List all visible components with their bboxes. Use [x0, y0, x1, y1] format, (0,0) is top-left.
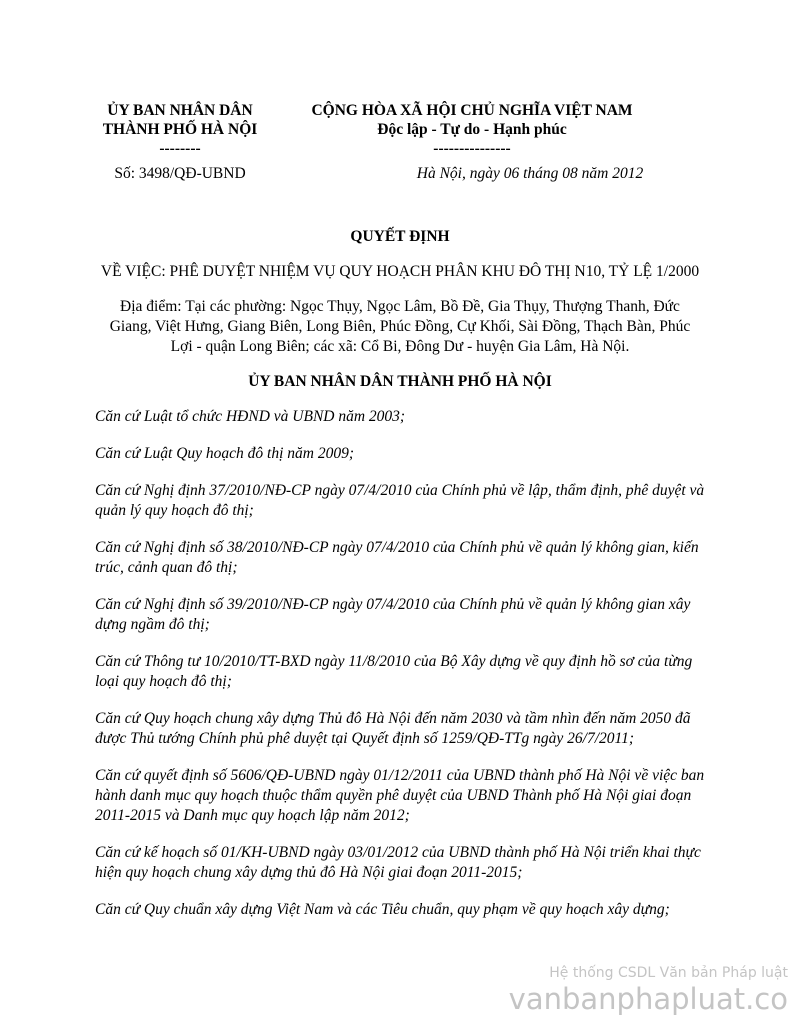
- place-and-date: Hà Nội, ngày 06 tháng 08 năm 2012: [416, 165, 644, 182]
- agency-name-line1: ỦY BAN NHÂN DÂN: [107, 102, 253, 119]
- motto-separator: ---------------: [433, 140, 511, 157]
- national-motto: Độc lập - Tự do - Hạnh phúc: [377, 121, 567, 138]
- basis-item: Căn cứ Nghị định số 38/2010/NĐ-CP ngày 07/4/2010 của Chính phủ về quản lý không gian, kiến trúc, cảnh quan đô thị;: [95, 539, 699, 576]
- basis-item: Căn cứ Nghị định số 39/2010/NĐ-CP ngày 07/4/2010 của Chính phủ về quản lý không gian xây dựng ngầm đô thị;: [95, 596, 691, 633]
- basis-item: Căn cứ Luật tổ chức HĐND và UBND năm 2003;: [95, 408, 406, 425]
- document-title: QUYẾT ĐỊNH: [350, 228, 450, 245]
- basis-item: Căn cứ Quy chuẩn xây dựng Việt Nam và các Tiêu chuẩn, quy phạm về quy hoạch xây dựng;: [95, 901, 670, 918]
- agency-name-line2: THÀNH PHỐ HÀ NỘI: [102, 121, 258, 138]
- site-watermark: [488, 964, 788, 1016]
- agency-separator: --------: [159, 140, 201, 157]
- watermark-caption: Hệ thống CSDL Văn bản Pháp luật: [549, 965, 788, 981]
- location-paragraph: Địa điểm: Tại các phường: Ngọc Thụy, Ngọc Lâm, Bồ Đề, Gia Thụy, Thượng Thanh, Đức Giang, Việt Hưng, Giang Biên, Long Biên, Phúc Đồng, Cự Khối, Sài Đồng, Thạch Bàn, Phúc Lợi - quận Long Biên; các xã: Cổ Bi, Đông Dư - huyện Gia Lâm, Hà Nội.: [109, 298, 691, 355]
- document-subject: VỀ VIỆC: PHÊ DUYỆT NHIỆM VỤ QUY HOẠCH PHÂN KHU ĐÔ THỊ N10, TỶ LỆ 1/2000: [100, 263, 700, 280]
- national-motto-block: [288, 101, 656, 158]
- issuing-agency-block: [92, 101, 268, 158]
- basis-item: Căn cứ quyết định số 5606/QĐ-UBND ngày 01/12/2011 của UBND thành phố Hà Nội về việc ban hành danh mục quy hoạch thuộc thẩm quyền phê duyệt của UBND Thành phố Hà Nội giai đoạn 2011-2015 và Danh mục quy hoạch lập năm 2012;: [95, 767, 705, 824]
- issuing-authority: ỦY BAN NHÂN DÂN THÀNH PHỐ HÀ NỘI: [248, 373, 552, 390]
- basis-item: Căn cứ kế hoạch số 01/KH-UBND ngày 03/01/2012 của UBND thành phố Hà Nội triển khai thực hiện quy hoạch chung xây dựng thủ đô Hà Nội giai đoạn 2011-2015;: [95, 844, 701, 881]
- basis-item: Căn cứ Nghị định 37/2010/NĐ-CP ngày 07/4/2010 của Chính phủ về lập, thẩm định, phê duyệt và quản lý quy hoạch đô thị;: [95, 482, 705, 519]
- country-name: CỘNG HÒA XÃ HỘI CHỦ NGHĨA VIỆT NAM: [311, 102, 633, 119]
- legal-basis-list: [95, 407, 715, 937]
- basis-item: Căn cứ Thông tư 10/2010/TT-BXD ngày 11/8/2010 của Bộ Xây dựng về quy định hồ sơ của từng loại quy hoạch đô thị;: [95, 653, 693, 690]
- document-number: Số: 3498/QĐ-UBND: [114, 165, 246, 182]
- basis-item: Căn cứ Quy hoạch chung xây dựng Thủ đô Hà Nội đến năm 2030 và tầm nhìn đến năm 2050 đã được Thủ tướng Chính phủ phê duyệt tại Quyết định số 1259/QĐ-TTg ngày 26/7/2011;: [95, 710, 691, 747]
- watermark-domain: vanbanphapluat.co: [508, 982, 788, 1016]
- basis-item: Căn cứ Luật Quy hoạch đô thị năm 2009;: [95, 445, 355, 462]
